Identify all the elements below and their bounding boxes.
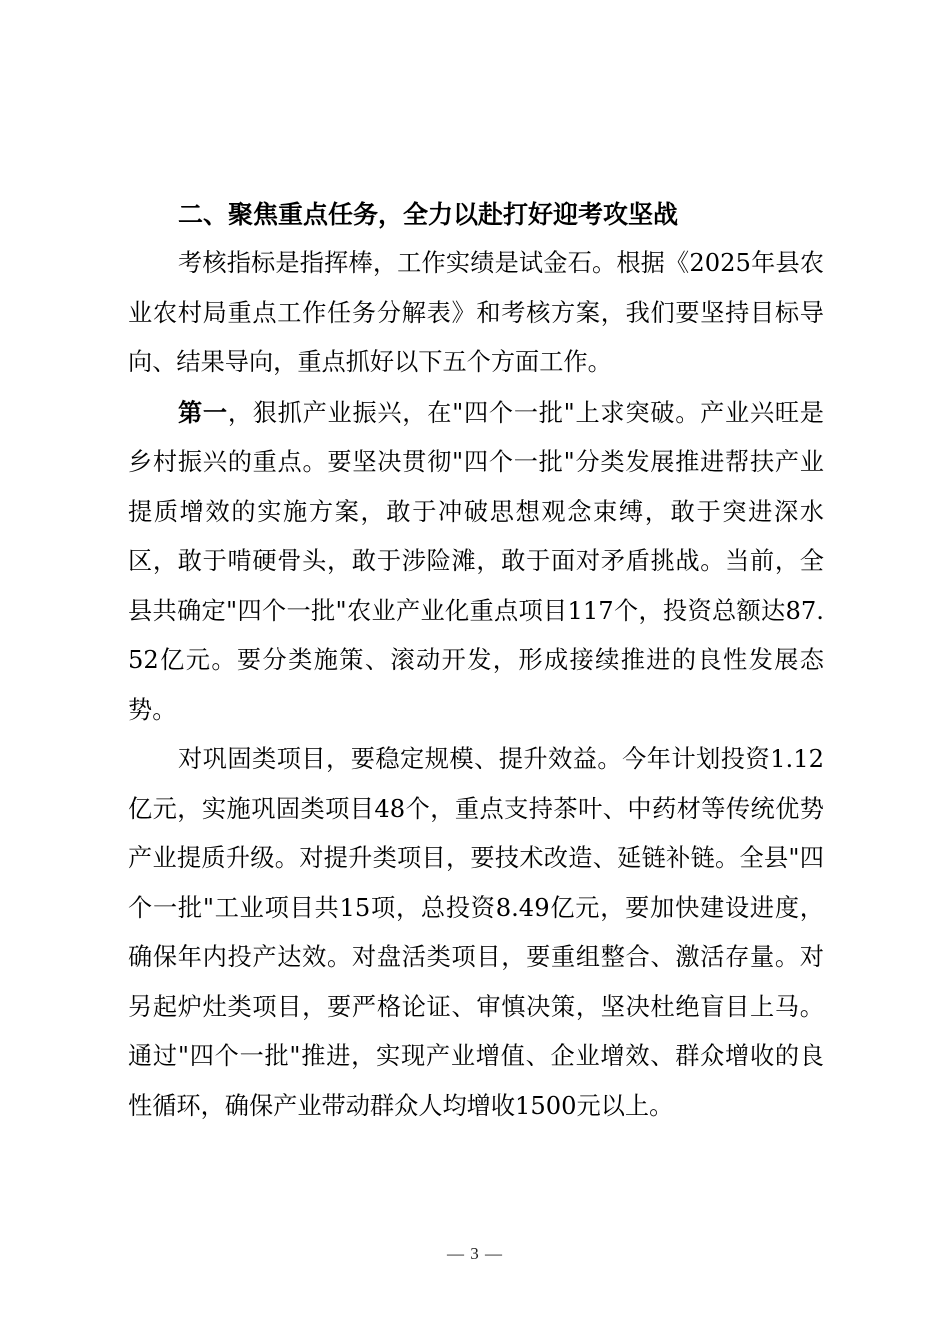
paragraph-intro xyxy=(128,239,824,388)
paragraph-first-point-text: ，狠抓产业振兴，在"四个一批"上求突破。产业兴旺是乡村振兴的重点。要坚决贯彻"四个一批"分类发展推进帮扶产业提质增效的实施方案，敢于冲破思想观念束缚，敢于突进深水区，敢于啃硬骨头，敢于涉险滩，敢于面对矛盾挑战。当前，全县共确定"四个一批"农业产业化重点项目117个，投资总额达87.52亿元。要分类施策、滚动开发，形成接续推进的良性发展态势。 xyxy=(128,398,824,724)
section-heading: 二、聚焦重点任务，全力以赴打好迎考攻坚战 xyxy=(178,200,679,229)
paragraph-project-details-text: 对巩固类项目，要稳定规模、提升效益。今年计划投资1.12亿元，实施巩固类项目48个，重点支持茶叶、中药材等传统优势产业提质升级。对提升类项目，要技术改造、延链补链。全县"四个一批"工业项目共15项，总投资8.49亿元，要加快建设进度，确保年内投产达效。对盘活类项目，要重组整合、激活存量。对另起炉灶类项目，要严格论证、审慎决策，坚决杜绝盲目上马。通过"四个一批"推进，实现产业增值、企业增效、群众增收的良性循环，确保产业带动群众人均增收1500元以上。 xyxy=(128,745,824,1120)
paragraph-project-details xyxy=(128,735,824,1131)
document-body xyxy=(128,190,824,1131)
paragraph-first-point xyxy=(128,388,824,736)
paragraph-intro-text: 考核指标是指挥棒，工作实绩是试金石。根据《2025年县农业农村局重点工作任务分解表》和考核方案，我们要坚持目标导向、结果导向，重点抓好以下五个方面工作。 xyxy=(128,249,824,376)
paragraph-lead-label: 第一 xyxy=(178,397,228,427)
page-number: — 3 — xyxy=(447,1244,503,1263)
